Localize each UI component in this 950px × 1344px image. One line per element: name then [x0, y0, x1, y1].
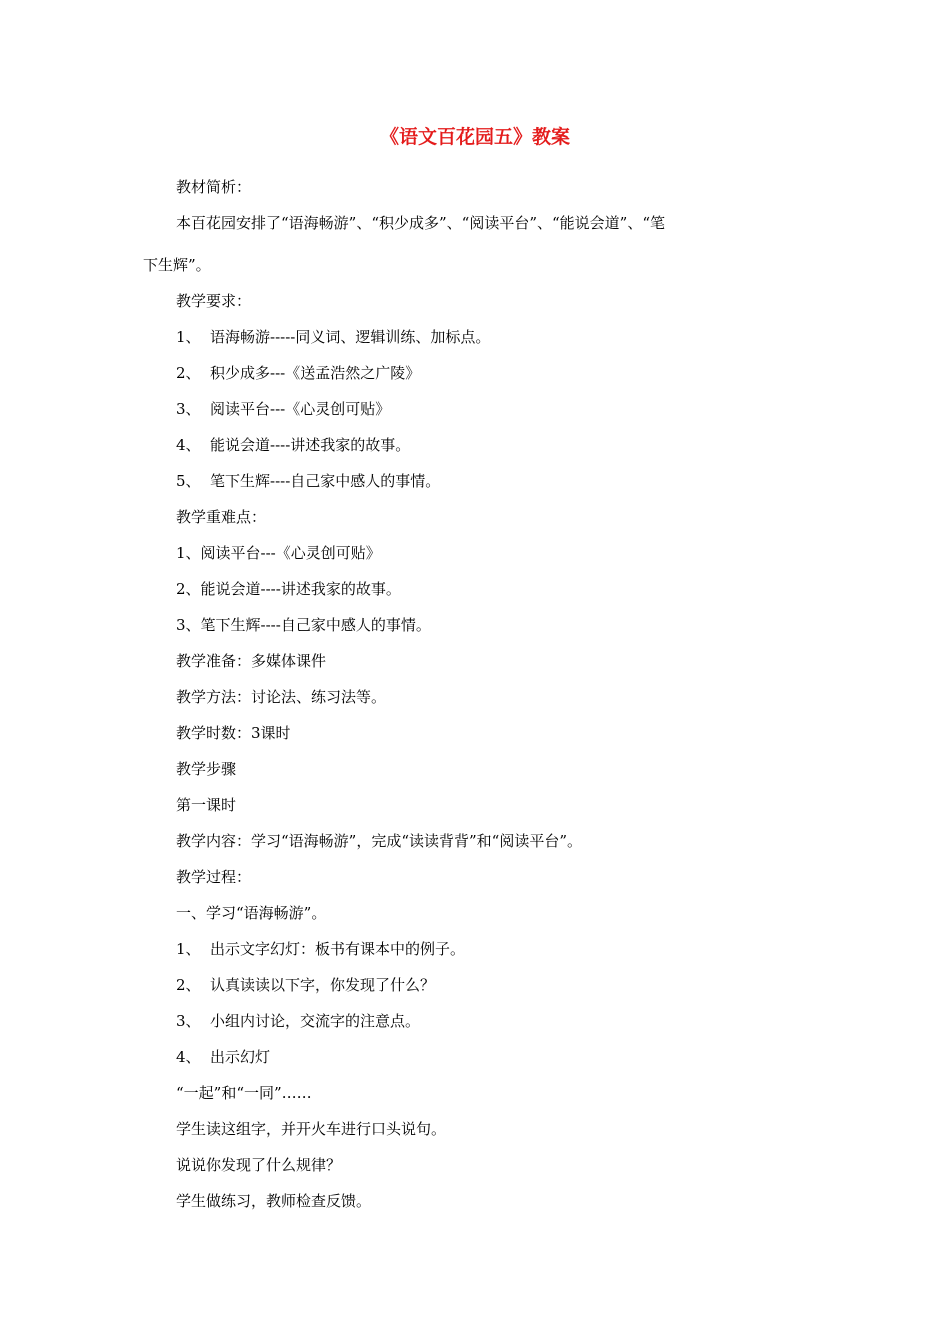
- list-number: 5、: [176, 472, 201, 490]
- list-text: 认真读读以下字，你发现了什么？: [210, 976, 436, 994]
- list-number: 1、: [176, 328, 201, 346]
- list-text: 阅读平台---《心灵创可贴》: [210, 400, 391, 418]
- list-text: 能说会道----讲述我家的故事。: [210, 436, 411, 454]
- section-heading-steps: 教学步骤: [176, 760, 237, 778]
- list-number: 3、: [176, 1012, 201, 1030]
- difficulty-item: 3、笔下生辉----自己家中感人的事情。: [176, 616, 431, 634]
- list-text: 积少成多---《送孟浩然之广陵》: [210, 364, 421, 382]
- list-text: 出示幻灯: [210, 1048, 271, 1066]
- list-text: 小组内讨论，交流字的注意点。: [210, 1012, 421, 1030]
- list-text: 语海畅游-----同义词、逻辑训练、加标点。: [210, 328, 491, 346]
- requirement-item: [176, 398, 390, 420]
- list-number: 2、: [176, 976, 201, 994]
- list-number: 4、: [176, 1048, 201, 1066]
- teaching-content: 教学内容：学习“语海畅游”，完成“读读背背”和“阅读平台”。: [176, 832, 583, 850]
- example-words: “一起”和“一同”……: [176, 1084, 312, 1102]
- list-text: 出示文字幻灯：板书有课本中的例子。: [210, 940, 466, 958]
- activity-line: 学生做练习，教师检查反馈。: [176, 1192, 372, 1210]
- difficulty-item: 1、阅读平台---《心灵创可贴》: [176, 544, 381, 562]
- intro-paragraph-line1: 本百花园安排了“语海畅游”、“积少成多”、“阅读平台”、“能说会道”、“笔: [176, 214, 666, 232]
- requirement-item: [176, 470, 440, 492]
- teaching-method: 教学方法：讨论法、练习法等。: [176, 688, 387, 706]
- list-number: 1、: [176, 940, 201, 958]
- teaching-hours: 教学时数：3课时: [176, 724, 291, 742]
- difficulty-item: 2、能说会道----讲述我家的故事。: [176, 580, 401, 598]
- process-step: [176, 974, 435, 996]
- process-step: [176, 1010, 420, 1032]
- process-step: [176, 1046, 270, 1068]
- section-heading-difficulties: 教学重难点：: [176, 508, 267, 526]
- section-heading-requirements: 教学要求：: [176, 292, 252, 310]
- teaching-preparation: 教学准备：多媒体课件: [176, 652, 327, 670]
- section-heading-process: 教学过程：: [176, 868, 252, 886]
- list-number: 4、: [176, 436, 201, 454]
- list-text: 笔下生辉----自己家中感人的事情。: [210, 472, 441, 490]
- list-number: 2、: [176, 364, 201, 382]
- intro-paragraph-line2: 下生辉”。: [143, 256, 211, 274]
- section-heading-analysis: 教材简析：: [176, 178, 252, 196]
- lesson-heading: 第一课时: [176, 796, 237, 814]
- process-step: [176, 938, 465, 960]
- process-part-heading: 一、学习“语海畅游”。: [176, 904, 327, 922]
- list-number: 3、: [176, 400, 201, 418]
- requirement-item: [176, 362, 420, 384]
- document-title: 《语文百花园五》教案: [379, 126, 570, 148]
- requirement-item: [176, 326, 490, 348]
- requirement-item: [176, 434, 410, 456]
- activity-line: 学生读这组字，并开火车进行口头说句。: [176, 1120, 447, 1138]
- activity-line: 说说你发现了什么规律？: [176, 1156, 342, 1174]
